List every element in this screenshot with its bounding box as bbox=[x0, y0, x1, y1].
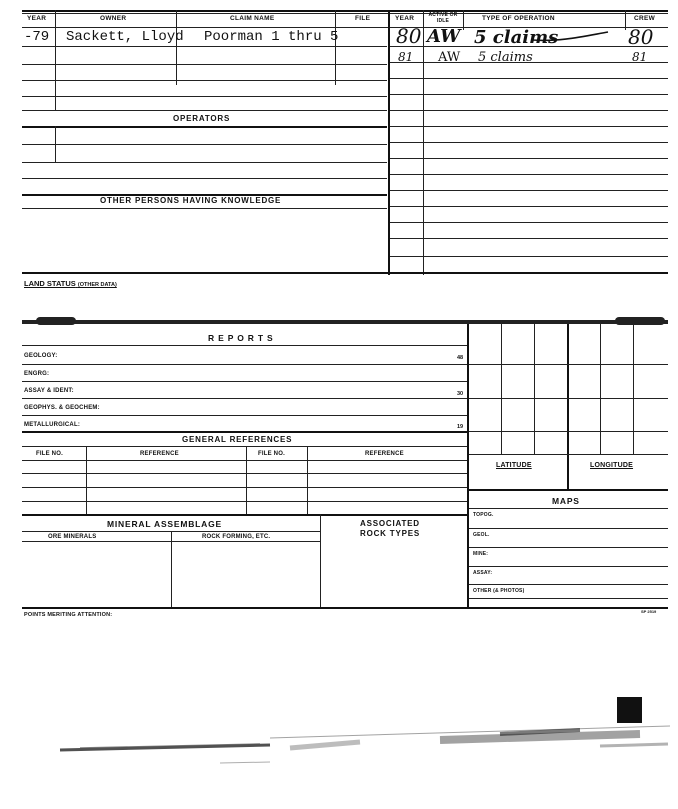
header-file: FILE bbox=[355, 15, 371, 22]
activity-crew-1: 80 bbox=[628, 25, 654, 49]
map-other: OTHER (& PHOTOS) bbox=[473, 588, 525, 594]
ref-header-reference-2: REFERENCE bbox=[365, 451, 404, 457]
ref-header-file-no-1: FILE NO. bbox=[36, 451, 63, 457]
report-geology: GEOLOGY: bbox=[24, 353, 58, 359]
longitude-label: LONGITUDE bbox=[590, 462, 634, 469]
claim-year: -79 bbox=[24, 29, 50, 45]
latitude-label: LATITUDE bbox=[496, 462, 532, 469]
activity-status-2: AW bbox=[438, 50, 461, 65]
map-geol: GEOL. bbox=[473, 532, 490, 538]
map-assay: ASSAY: bbox=[473, 570, 493, 576]
header-year: YEAR bbox=[27, 15, 47, 22]
handwriting-underline bbox=[530, 30, 610, 44]
activity-year-2: 81 bbox=[398, 50, 414, 64]
form-code: SP 2519 bbox=[641, 609, 657, 614]
general-references-title: GENERAL REFERENCES bbox=[182, 435, 293, 444]
report-assay-code: 30 bbox=[457, 391, 464, 397]
header-claim-name: CLAIM NAME bbox=[230, 15, 275, 22]
reports-title: R E P O R T S bbox=[208, 333, 274, 343]
activity-type-1: 5 claims bbox=[474, 27, 559, 48]
activity-status-1: AW bbox=[427, 26, 461, 47]
report-metallurgical: METALLURGICAL: bbox=[24, 422, 81, 428]
operators-title: OPERATORS bbox=[173, 114, 231, 123]
associated-rock-types-line1: ASSOCIATED bbox=[360, 519, 420, 528]
claim-name: Poorman 1 thru 5 bbox=[204, 29, 339, 45]
header-active-or-idle: ACTIVE OR IDLE bbox=[428, 12, 458, 24]
points-meriting-attention-label: POINTS MERITING ATTENTION: bbox=[24, 612, 113, 618]
header-activity-year: YEAR bbox=[395, 15, 415, 22]
associated-rock-types-line2: ROCK TYPES bbox=[360, 529, 421, 538]
maps-title: MAPS bbox=[552, 496, 580, 506]
land-status-label: LAND STATUS (OTHER DATA) bbox=[24, 279, 117, 288]
header-owner: OWNER bbox=[100, 15, 127, 22]
report-assay: ASSAY & IDENT: bbox=[24, 388, 74, 394]
mineral-assemblage-title: MINERAL ASSEMBLAGE bbox=[107, 519, 222, 529]
report-engrg: ENGRG: bbox=[24, 371, 50, 377]
claim-owner: Sackett, Lloyd bbox=[66, 29, 184, 45]
report-geophys: GEOPHYS. & GEOCHEM: bbox=[24, 405, 100, 411]
other-persons-title: OTHER PERSONS HAVING KNOWLEDGE bbox=[100, 196, 282, 205]
section-divider bbox=[22, 320, 668, 324]
report-metallurgical-code: 19 bbox=[457, 424, 464, 430]
scan-noise-band bbox=[20, 720, 670, 770]
map-mine: MINE: bbox=[473, 551, 489, 557]
ref-header-reference-1: REFERENCE bbox=[140, 451, 179, 457]
header-crew: CREW bbox=[634, 15, 656, 22]
report-geology-code: 48 bbox=[457, 355, 464, 361]
activity-type-2: 5 claims bbox=[478, 50, 533, 65]
ore-minerals-header: ORE MINERALS bbox=[48, 534, 97, 540]
activity-year-1: 80 bbox=[396, 24, 422, 48]
activity-crew-2: 81 bbox=[632, 50, 648, 64]
header-type-of-operation: TYPE OF OPERATION bbox=[482, 15, 555, 22]
map-topog: TOPOG. bbox=[473, 512, 494, 518]
ref-header-file-no-2: FILE NO. bbox=[258, 451, 285, 457]
rock-forming-header: ROCK FORMING, ETC. bbox=[202, 534, 271, 540]
